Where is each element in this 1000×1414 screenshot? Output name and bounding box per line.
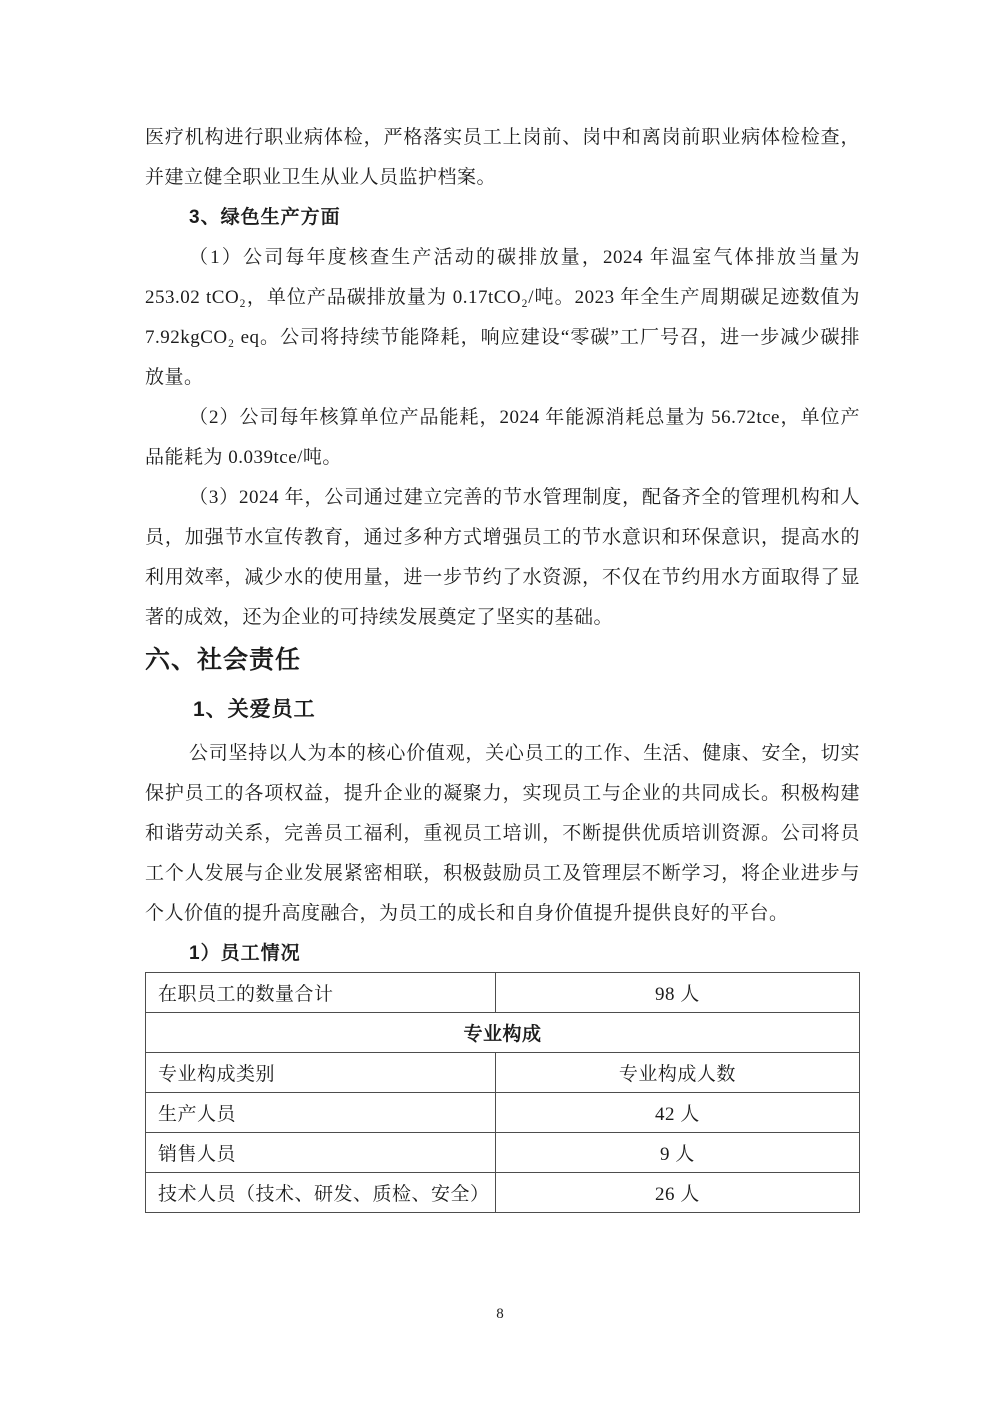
employee-table: [145, 972, 860, 1213]
table-cell-total-label: 在职员工的数量合计: [146, 973, 496, 1013]
table-cell-composition-header: 专业构成: [146, 1013, 860, 1053]
table-cell-category: 技术人员（技术、研发、质检、安全）: [146, 1173, 496, 1213]
table-cell-count-header: 专业构成人数: [495, 1053, 859, 1093]
table-cell-category-header: 专业构成类别: [146, 1053, 496, 1093]
table-row-column-headers: [146, 1053, 860, 1093]
heading-care-for-employees: 1、关爱员工: [193, 698, 316, 721]
heading-social-responsibility: 六、社会责任: [145, 646, 302, 674]
heading-green-production: 3、绿色生产方面: [189, 207, 341, 228]
paragraph-water-saving: （3）2024 年，公司通过建立完善的节水管理制度，配备齐全的管理机构和人员，加强节水宣传教育，通过多种方式增强员工的节水意识和环保意识，提高水的利用效率，减少水的使用量，进一步节约了水资源，不仅在节约用水方面取得了显著的成效，还为企业的可持续发展奠定了坚实的基础。: [145, 487, 860, 628]
paragraph-energy-consumption: （2）公司每年核算单位产品能耗，2024 年能源消耗总量为 56.72tce，单位产品能耗为 0.039tce/吨。: [145, 407, 860, 468]
table-row: [146, 1133, 860, 1173]
page-number: 8: [496, 1306, 504, 1322]
table-cell-count: 9 人: [495, 1133, 859, 1173]
table-cell-category: 生产人员: [146, 1093, 496, 1133]
table-cell-count: 26 人: [495, 1173, 859, 1213]
paragraph-occupational-health: 医疗机构进行职业病体检，严格落实员工上岗前、岗中和离岗前职业病体检检查，并建立健全职业卫生从业人员监护档案。: [145, 127, 860, 188]
table-row-composition-header: [146, 1013, 860, 1053]
table-row: [146, 1093, 860, 1133]
table-row-total: [146, 973, 860, 1013]
heading-employee-overview: 1）员工情况: [189, 943, 301, 964]
table-cell-category: 销售人员: [146, 1133, 496, 1173]
paragraph-carbon-emissions: （1）公司每年度核查生产活动的碳排放量，2024 年温室气体排放当量为 253.02 tCO₂，单位产品碳排放量为 0.17tCO₂/吨。2023 年全生产周期碳足迹数值为 7.92kgCO₂ eq。公司将持续节能降耗，响应建设“零碳”工厂号召，进一步减少碳排放量。: [145, 247, 860, 388]
paragraph-employee-care: 公司坚持以人为本的核心价值观，关心员工的工作、生活、健康、安全，切实保护员工的各项权益，提升企业的凝聚力，实现员工与企业的共同成长。积极构建和谐劳动关系，完善员工福利，重视员工培训，不断提供优质培训资源。公司将员工个人发展与企业发展紧密相联，积极鼓励员工及管理层不断学习，将企业进步与个人价值的提升高度融合，为员工的成长和自身价值提升提供良好的平台。: [145, 743, 860, 924]
table-row: [146, 1173, 860, 1213]
table-cell-count: 42 人: [495, 1093, 859, 1133]
table-cell-total-value: 98 人: [495, 973, 859, 1013]
